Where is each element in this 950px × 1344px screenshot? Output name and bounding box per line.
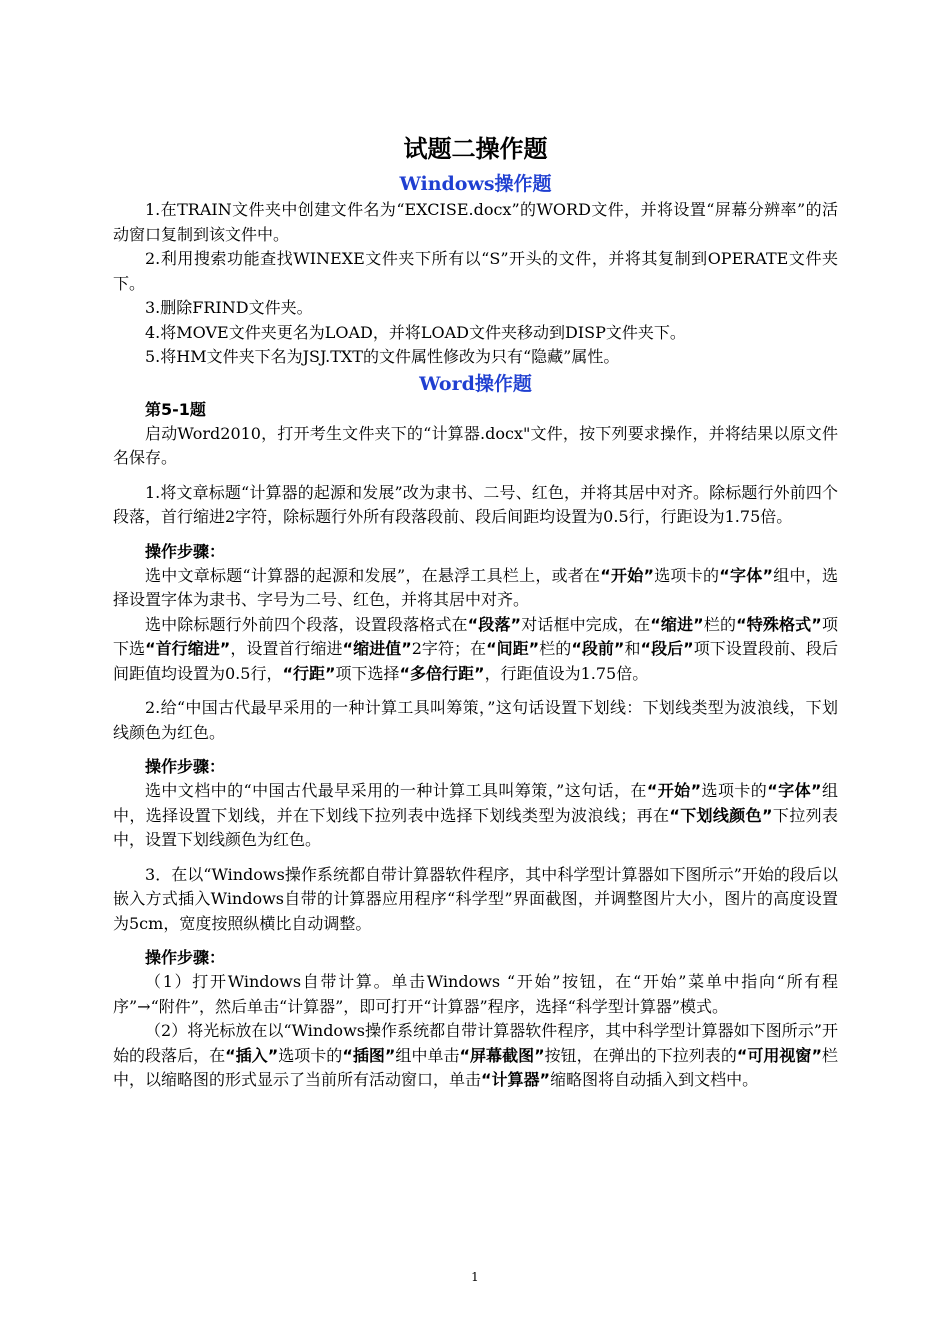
- question-label: 第5-1题: [145, 399, 206, 419]
- windows-item-5: 5.将HM文件夹下名为JSJ.TXT的文件属性修改为只有“隐藏”属性。: [145, 347, 620, 366]
- word-section-title: Word操作题: [419, 372, 532, 395]
- q1-step-1: 选中文章标题“计算器的起源和发展”，在悬浮工具栏上，或者在“开始”选项卡的“字体”组中，选择设置字体为隶书、字号为二号、红色，并将其居中对齐。: [113, 565, 838, 609]
- windows-item-3: 3.删除FRIND文件夹。: [145, 298, 313, 317]
- steps-label-1: 操作步骤：: [145, 541, 226, 561]
- q1-step-2: 选中除标题行外前四个段落，设置段落格式在“段落”对话框中完成，在“缩进”栏的“特殊格式”项下选“首行缩进”，设置首行缩进“缩进值”2字符；在“间距”栏的“段前”和“段后”项下设置段前、段后间距值均设置为0.5行，“行距”项下选择“多倍行距”，行距值设为1.75倍。: [113, 614, 838, 683]
- question-2: 2.给“中国古代最早采用的一种计算工具叫筹策，”这句话设置下划线：下划线类型为波浪线，下划线颜色为红色。: [113, 698, 838, 742]
- document-title: 试题二操作题: [403, 135, 548, 163]
- windows-item-1: 1.在TRAIN文件夹中创建文件名为“EXCISE.docx”的WORD文件，并将设置“屏幕分辨率”的活动窗口复制到该文件中。: [113, 200, 838, 244]
- windows-item-2: 2.利用搜索功能查找WINEXE文件夹下所有以“S”开头的文件，并将其复制到OPERATE文件夹下。: [113, 249, 838, 293]
- question-1: 1.将文章标题“计算器的起源和发展”改为隶书、二号、红色，并将其居中对齐。除标题行外前四个段落，首行缩进2字符，除标题行外所有段落段前、段后间距均设置为0.5行，行距设为1.75倍。: [113, 482, 838, 526]
- windows-section-title: Windows操作题: [399, 173, 552, 195]
- q3-step-2: （2）将光标放在以“Windows操作系统都自带计算器软件程序，其中科学型计算器如下图所示”开始的段落后，在“插入”选项卡的“插图”组中单击“屏幕截图”按钮，在弹出的下拉列表的“可用视窗”栏中，以缩略图的形式显示了当前所有活动窗口，单击“计算器”缩略图将自动插入到文档中。: [113, 1021, 838, 1089]
- steps-label-3: 操作步骤：: [145, 948, 226, 967]
- q3-step-1: （1）打开Windows自带计算。单击Windows “开始”按钮，在“开始”菜单中指向“所有程序”→“附件”，然后单击“计算器”，即可打开“计算器”程序，选择“科学型计算器”模式。: [113, 972, 838, 1016]
- word-intro: 启动Word2010，打开考生文件夹下的“计算器.docx"文件，按下列要求操作，并将结果以原文件名保存。: [113, 423, 838, 467]
- q2-step-1: 选中文档中的“中国古代最早采用的一种计算工具叫筹策，”这句话，在“开始”选项卡的“字体”组中，选择设置下划线，并在下划线下拉列表中选择下划线类型为波浪线；再在“下划线颜色”下拉列表中，设置下划线颜色为红色。: [113, 781, 838, 849]
- steps-label-2: 操作步骤：: [145, 757, 226, 776]
- page-number: 1: [471, 1270, 479, 1284]
- windows-item-4: 4.将MOVE文件夹更名为LOAD，并将LOAD文件夹移动到DISP文件夹下。: [145, 322, 686, 342]
- question-3: 3．在以“Windows操作系统都自带计算器软件程序，其中科学型计算器如下图所示”开始的段后以嵌入方式插入Windows自带的计算器应用程序“科学型”界面截图，并调整图片大小，图片的高度设置为5cm，宽度按照纵横比自动调整。: [113, 864, 838, 933]
